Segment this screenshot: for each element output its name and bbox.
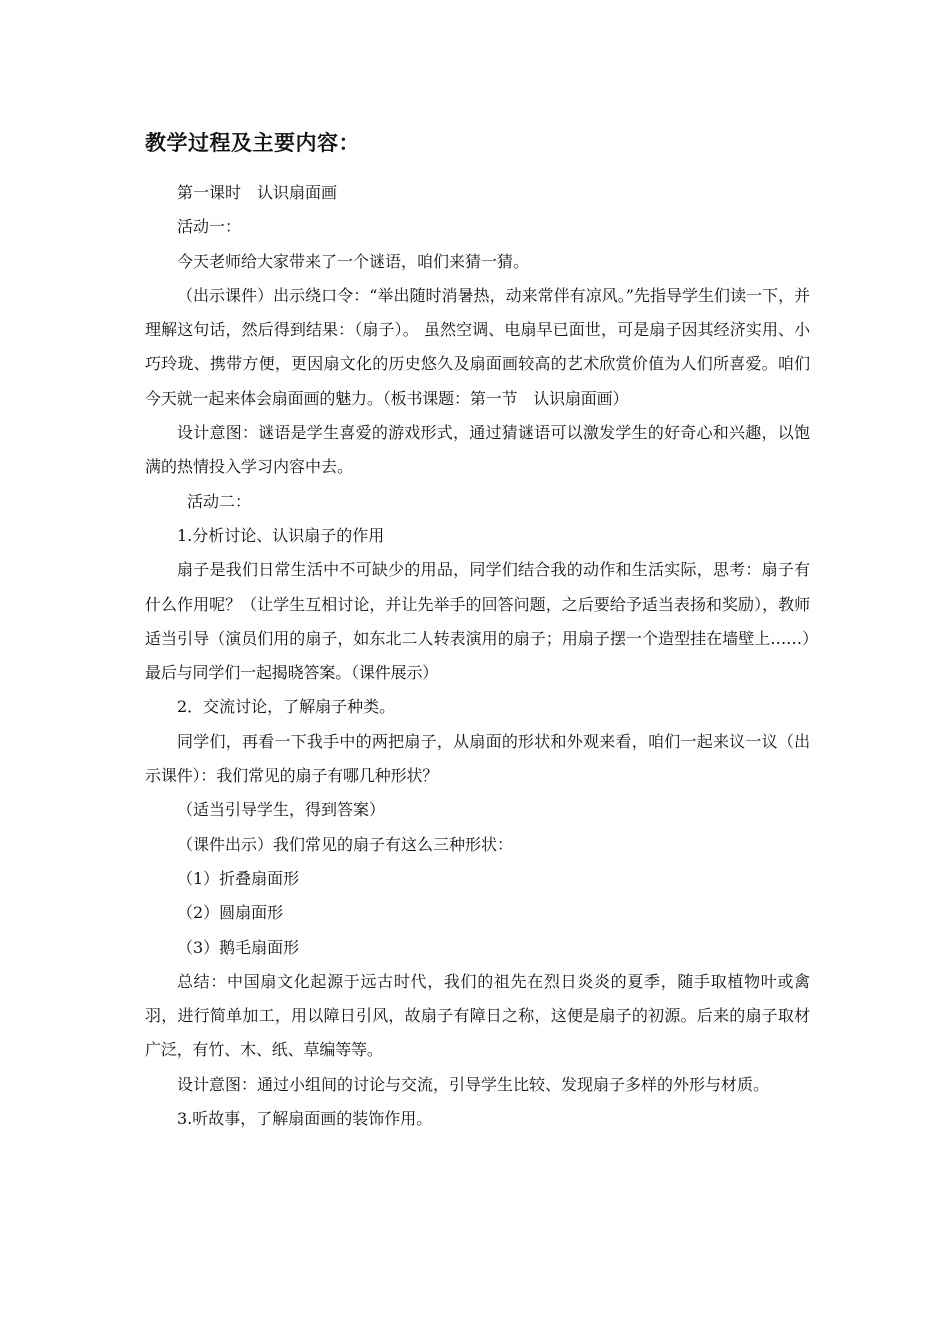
paragraph: （课件出示）我们常见的扇子有这么三种形状： [177, 834, 514, 854]
list-item: （3）鹅毛扇面形 [177, 937, 300, 957]
list-item: （1）折叠扇面形 [177, 868, 300, 888]
paragraph: 今天老师给大家带来了一个谜语，咱们来猜一猜。 [177, 251, 530, 271]
subsection-title: 1.分析讨论、认识扇子的作用 [177, 525, 385, 545]
subsection-title: 3.听故事，了解扇面画的装饰作用。 [177, 1109, 433, 1129]
paragraph: 扇子是我们日常生活中不可缺少的用品，同学们结合我的动作和生活实际，思考：扇子有什么作用呢？（让学生互相讨论，并让先举手的回答问题，之后要给予适当表扬和奖励），教师适当引导（演员们用的扇子，如东北二人转表演用的扇子；用扇子摆一个造型挂在墙壁上……）最后与同学们一起揭晓答案。（课件展示） [145, 560, 810, 683]
list-item: （2）圆扇面形 [177, 903, 284, 923]
paragraph: （适当引导学生，得到答案） [177, 800, 386, 820]
subsection-title: 2．交流讨论，了解扇子种类。 [177, 697, 396, 717]
activity-label: 活动二： [187, 491, 252, 511]
design-intent: 设计意图：通过小组间的讨论与交流，引导学生比较、发现扇子多样的外形与材质。 [177, 1074, 770, 1094]
design-intent: 设计意图：谜语是学生喜爱的游戏形式，通过猜谜语可以激发学生的好奇心和兴趣，以饱满的热情投入学习内容中去。 [145, 423, 810, 477]
summary: 总结：中国扇文化起源于远古时代，我们的祖先在烈日炎炎的夏季，随手取植物叶或禽羽，进行简单加工，用以障日引风，故扇子有障日之称，这便是扇子的初源。后来的扇子取材广泛，有竹、木、纸、草编等等。 [145, 971, 810, 1060]
paragraph: 同学们，再看一下我手中的两把扇子，从扇面的形状和外观来看，咱们一起来议一议（出示课件）：我们常见的扇子有哪几种形状？ [145, 731, 810, 786]
section-heading: 教学过程及主要内容： [145, 131, 360, 155]
activity-label: 活动一： [177, 217, 242, 237]
paragraph: （出示课件）出示绕口令：“举出随时消暑热，动来常伴有凉风。”先指导学生们读一下，并理解这句话，然后得到结果：（扇子）。 虽然空调、电扇早已面世，可是扇子因其经济实用、小巧玲珑、携带方便，更因扇文化的历史悠久及扇面画较高的艺术欣赏价值为人们所喜爱。咱们今天就一起来体会扇面画的魅力。（板书课题：第一节 认识扇面画） [145, 285, 810, 408]
lesson-title: 第一课时 认识扇面画 [177, 183, 338, 202]
document-body [145, 176, 810, 1136]
